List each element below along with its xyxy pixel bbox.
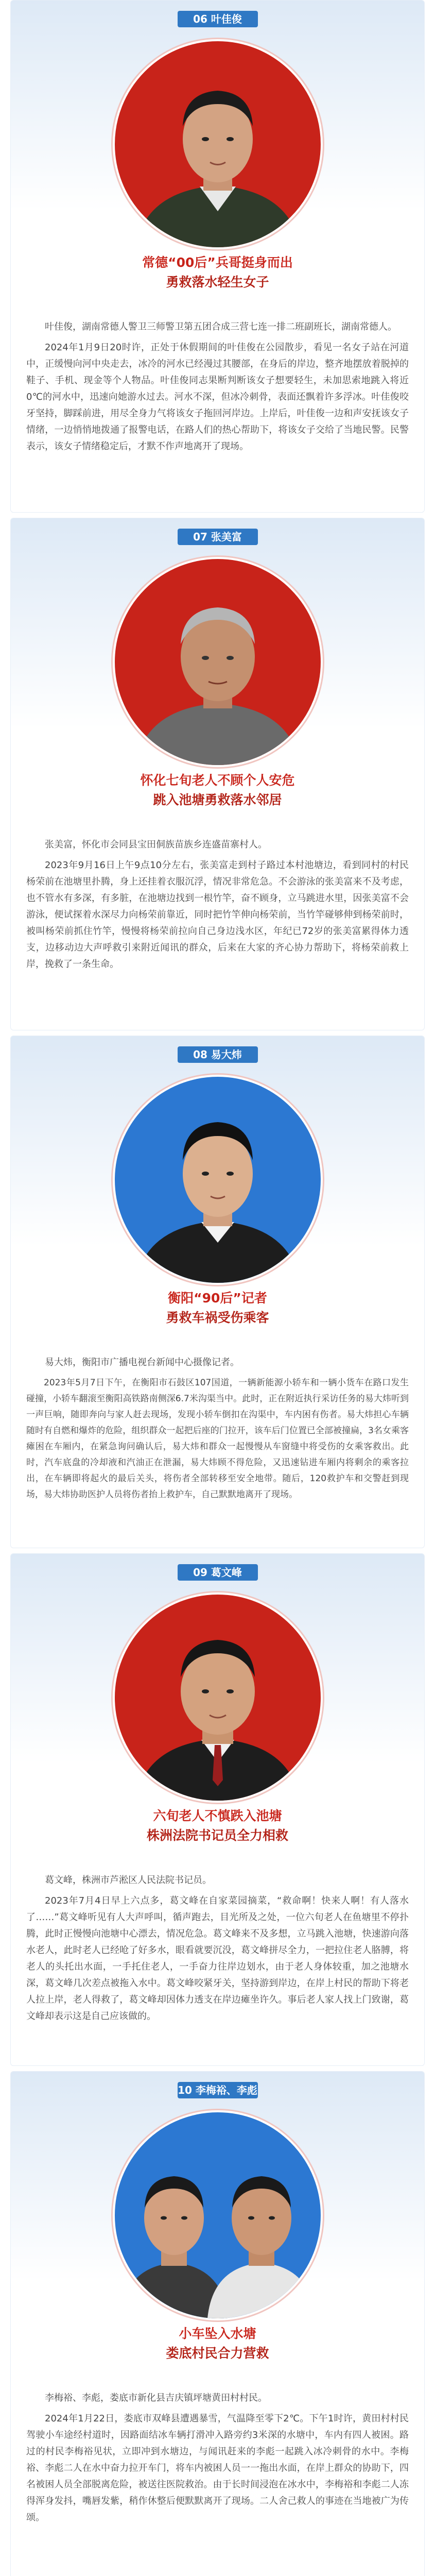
headline-line-1: 六旬老人不慎跌入池塘 xyxy=(153,1808,282,1823)
photo-area xyxy=(11,2072,424,2381)
hero-badge: 08 易大炜 xyxy=(178,1046,258,1063)
headline-line-2: 勇救落水轻生女子 xyxy=(166,275,269,290)
hero-card xyxy=(10,1036,425,1548)
photo-area xyxy=(11,1554,424,1863)
headline-line-1: 怀化七旬老人不顾个人安危 xyxy=(140,773,295,788)
hero-badge: 10 李梅裕、李彪 xyxy=(178,2082,258,2098)
hero-badge: 09 葛文峰 xyxy=(178,1564,258,1581)
photo-area xyxy=(11,1,424,310)
photo-area xyxy=(11,518,424,827)
hero-card xyxy=(10,518,425,1030)
hero-card xyxy=(10,1553,425,2066)
headline-line-2: 娄底村民合力营救 xyxy=(166,2346,269,2361)
hero-card xyxy=(10,0,425,513)
portrait xyxy=(113,1075,323,1285)
photo-area xyxy=(11,1036,424,1345)
story-paragraph: 叶佳俊，湖南常德人警卫三师警卫第五团合成三营七连一排二班副班长，湖南常德人。 xyxy=(45,321,397,332)
story-text xyxy=(11,2381,424,2526)
hero-badge: 06 叶佳俊 xyxy=(178,11,258,27)
story-paragraph: 易大炜，衡阳市广播电视台新闻中心摄像记者。 xyxy=(45,1357,239,1368)
story-text xyxy=(11,1345,424,1503)
hero-headline xyxy=(11,1806,424,1845)
hero-card xyxy=(10,2071,425,2576)
hero-headline xyxy=(11,253,424,292)
story-paragraph: 2023年9月16日上午9点10分左右，张美富走到村子路过本村池塘边，看到同村的村民杨荣前在池塘里扑腾，身上还挂着衣服沉浮，情况非常危急。不会游泳的张美富来不及考虑，也不管水有多深，有多脏，在池塘边找到一根竹竿，奋不顾身，立马跳进水里，因张美富不会游泳，便试探着水深尽力向杨荣前靠近，同时把竹竿伸向杨荣前，当竹竿碰够伸到杨荣前时，被叫杨荣前抓住竹竿，慢慢将杨荣前拉向自己身边浅水区，年纪已72岁的张美富累得体力透支，边移动边大声呼救引来附近闻讯的群众，后来在大家的齐心协力帮助下，将杨荣前救上岸，挽救了一条生命。 xyxy=(26,860,409,970)
story-paragraph: 葛文峰，株洲市芦淞区人民法院书记员。 xyxy=(45,1875,212,1886)
story-text xyxy=(11,827,424,973)
portrait xyxy=(113,557,323,767)
story-paragraph: 2023年5月7日下午，在衡阳市石鼓区107国道，一辆新能源小轿车和一辆小货车在路口发生碰撞，小轿车翻滚至衡阳高铁路南侧深6.7米沟渠当中。此时，正在附近执行采访任务的易大炜听到一声巨响，随即奔向与家人赶去现场，发现小轿车倒扣在沟渠中，车内困有伤者。易大炜担心车辆随时有自燃和爆炸的危险，组织群众一起把后座的门拉开，该车后门位置已全部被撞扁，3名女乘客瘫困在车厢内，在紧急询问确认后，易大炜和群众一起慢慢从车窗缝中将受伤的女乘客救出。此时，汽车底盘的冷却液和汽油正在泄漏，易大炜顾不得危险，又迅速钻进车厢内将剩余的乘客拉出，在车辆即将起火的最后关头，将伤者全部转移至安全地带。随后，120救护车和交警赶到现场，易大炜协助医护人员将伤者抬上救护车，自己默默地离开了现场。 xyxy=(26,1378,409,1500)
story-paragraph: 2024年1月22日，娄底市双峰县遭遇暴雪，气温降至零下2℃。下午1时许，黄田村村民驾驶小车途经村道时，因路面结冰车辆打滑冲入路旁约3米深的水塘中，车内有四人被困。路过的村民李梅裕见状，立即冲到水塘边，与闻讯赶来的李彪一起跳入冰冷刺骨的水中。李梅裕、李彪二人在水中奋力拉开车门，将车内被困人员一一拖出水面，在岸上群众的协助下，四名被困人员全部脱离危险，被送往医院救治。由于长时间浸泡在冰水中，李梅裕和李彪二人冻得浑身发抖，嘴唇发紫，稍作休整后便默默离开了现场。二人舍己救人的事迹在当地被广为传颂。 xyxy=(26,2413,409,2523)
headline-line-2: 勇救车祸受伤乘客 xyxy=(166,1310,269,1325)
story-text xyxy=(11,1863,424,2025)
story-paragraph: 2023年7月4日早上六点多，葛文峰在自家菜园摘菜，“救命啊！快来人啊！有人落水了……”葛文峰听见有人大声呼叫，循声跑去，目光所及之处，一位六旬老人在鱼塘里不停扑腾，此时正慢慢向池塘中心漂去，情况危急。葛文峰来不及多想，立马跳入池塘，快速游向落水老人，此时老人已经呛了好多水，眼看就要沉没，葛文峰拼尽全力，一把拉住老人胳膊，将老人的头托出水面，一手托住老人，一手奋力往岸边划水，由于老人身体较重，加之池塘水深，葛文峰几次差点被拖入水中。葛文峰咬紧牙关，坚持游到岸边，在岸上村民的帮助下将老人拉上岸，老人得救了，葛文峰却因体力透支在岸边瘫坐许久。事后老人家人找上门致谢，葛文峰却表示这是自己应该做的。 xyxy=(26,1895,409,2022)
story-paragraph: 张美富，怀化市会同县宝田侗族苗族乡连盛苗寨村人。 xyxy=(45,839,267,850)
hero-headline xyxy=(11,771,424,810)
headline-line-1: 小车坠入水塘 xyxy=(179,2326,256,2341)
portrait xyxy=(113,1592,323,1803)
headline-line-1: 衡阳“90后”记者 xyxy=(168,1291,267,1306)
headline-line-1: 常德“00后”兵哥挺身而出 xyxy=(142,255,293,270)
portrait xyxy=(113,39,323,249)
story-paragraph: 2024年1月9日20时许，正处于休假期间的叶佳俊在公园散步，看见一名女子站在河道中，正缓慢向河中央走去，冰冷的河水已经漫过其腰部，在身后的岸边，整齐地摆放着脱掉的鞋子、手机、现金等个人物品。叶佳俊同志果断判断该女子想要轻生，未加思索地跳入将近0℃的河水中，迅速向她游水过去。河水不深，但冰冷刺骨，表面还飘着许多浮冰。叶佳俊咬牙坚持，脚踩前进，用尽全身力气将该女子拖回河岸边。上岸后，叶佳俊一边和声安抚该女子情绪，一边悄悄地拨通了报警电话，在路人们的热心帮助下，将该女子交给了当地民警。民警表示，该女子情绪稳定后，才默不作声地离开了现场。 xyxy=(26,342,409,452)
headline-line-2: 跳入池塘勇救落水邻居 xyxy=(153,792,282,807)
hero-badge: 07 张美富 xyxy=(178,529,258,545)
story-paragraph: 李梅裕、李彪，娄底市新化县吉庆镇坪塘黄田村村民。 xyxy=(45,2393,267,2403)
headline-line-2: 株洲法院书记员全力相救 xyxy=(146,1828,288,1843)
hero-headline xyxy=(11,2324,424,2363)
story-text xyxy=(11,310,424,455)
portrait xyxy=(113,2110,323,2320)
hero-headline xyxy=(11,1289,424,1328)
